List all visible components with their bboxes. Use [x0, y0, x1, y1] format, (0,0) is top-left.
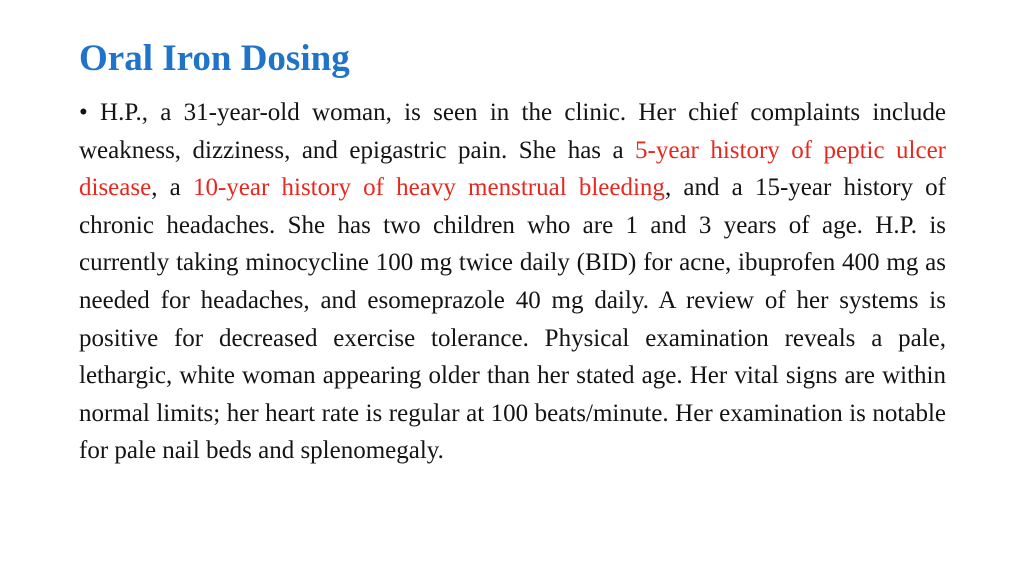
- highlight-peptic-ulcer-history: 5-year history of peptic ulcer disease: [79, 136, 946, 202]
- paragraph-text-2: , a: [151, 174, 193, 202]
- paragraph-text-1: H.P., a 31-year-old woman, is seen in the clinic. Her chief complaints include weakness, dizziness, and epigastric pain. She has a: [79, 99, 946, 164]
- paragraph-text-3: , and a 15-year history of chronic headaches. She has two children who are 1 and 3 years of age. H.P. is currently taking minocycline 100 mg twice daily (BID) for acne, ibuprofen 400 mg as needed for headaches, and esomeprazole 40 mg daily. A review of her systems is positive for decreased exercise tolerance. Physical examination reveals a pale, lethargic, white woman appearing older than her stated age. Her vital signs are within normal limits; her heart rate is regular at 100 beats/minute. Her examination is notable for pale nail beds and splenomegaly.: [79, 174, 946, 465]
- slide-title: Oral Iron Dosing: [79, 38, 350, 79]
- bullet-marker: •: [79, 99, 88, 126]
- case-paragraph: [79, 94, 946, 470]
- highlight-menstrual-bleeding-history: 10-year history of heavy menstrual bleeding: [192, 174, 665, 202]
